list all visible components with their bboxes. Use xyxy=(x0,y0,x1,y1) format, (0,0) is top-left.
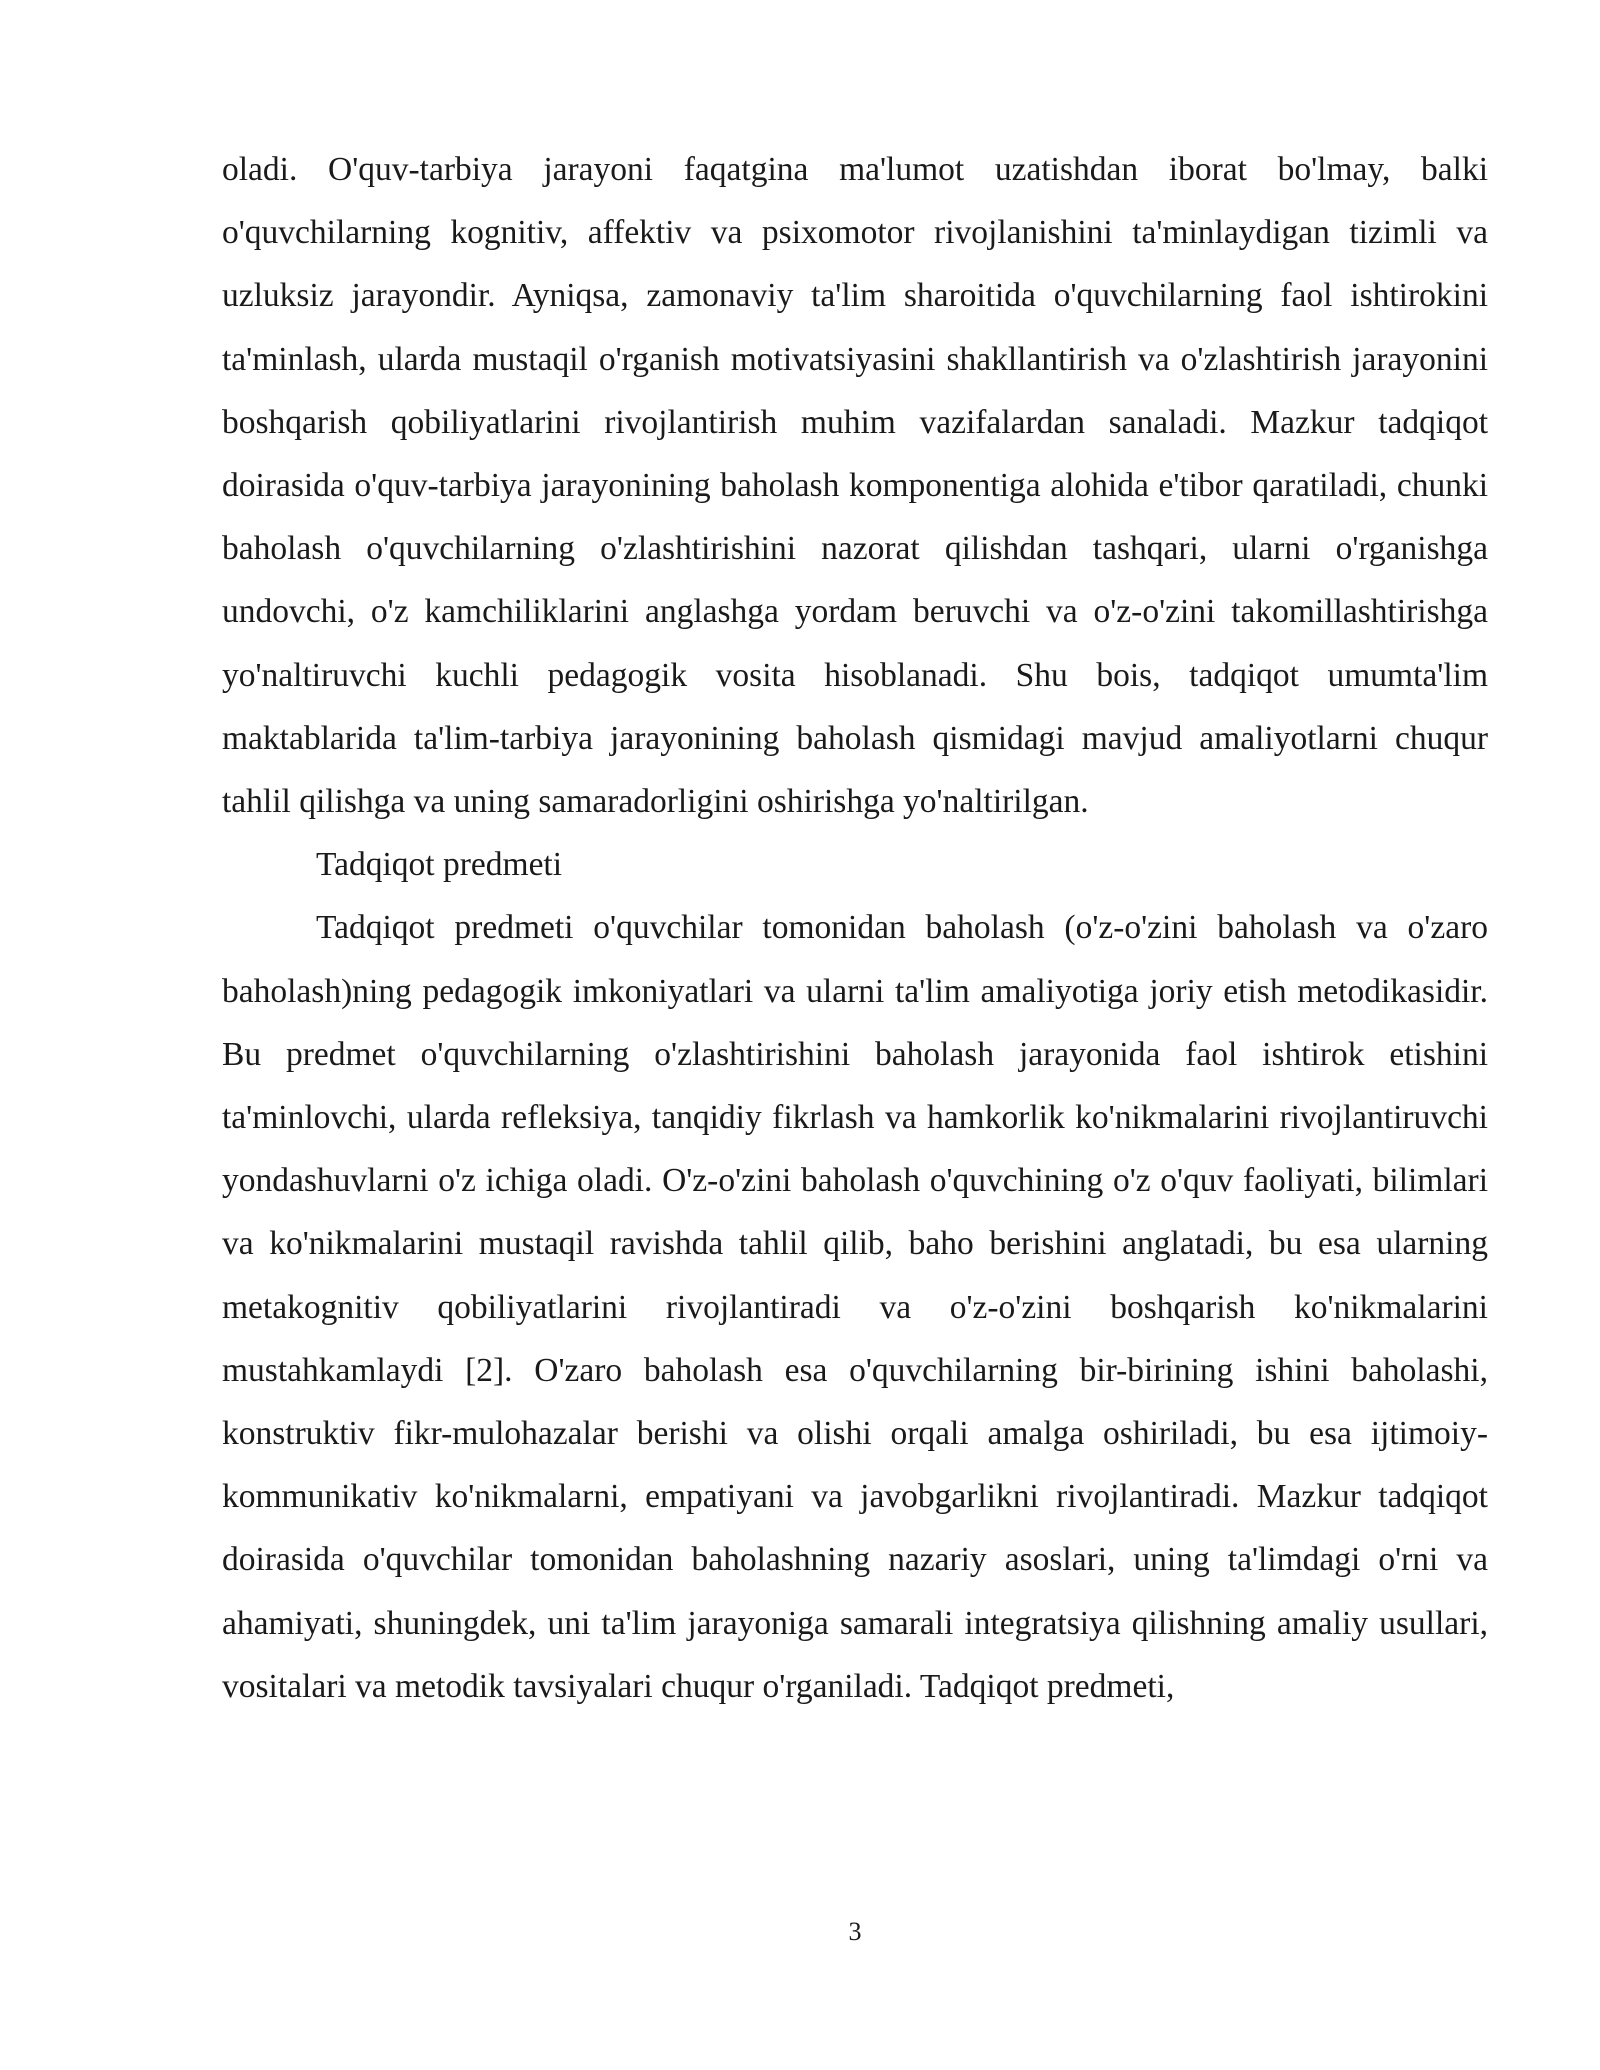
page-number: 3 xyxy=(848,1917,862,1946)
paragraph-intro-continued: oladi. O'quv-tarbiya jarayoni faqatgina ma'lumot uzatishdan iborat bo'lmay, balki o'quvchilarning kognitiv, affektiv va psixomotor rivojlanishini ta'minlaydigan tizimli va uzluksiz jarayondir. Ayniqsa, zamonaviy ta'lim sharoitida o'quvchilarning faol ishtirokini ta'minlash, ularda mustaqil o'rganish motivatsiyasini shakllantirish va o'zlashtirish jarayonini boshqarish qobiliyatlarini rivojlantirish muhim vazifalardan sanaladi. Mazkur tadqiqot doirasida o'quv-tarbiya jarayonining baholash komponentiga alohida e'tibor qaratiladi, chunki baholash o'quvchilarning o'zlashtirishini nazorat qilishdan tashqari, ularni o'rganishga undovchi, o'z kamchiliklarini anglashga yordam beruvchi va o'z-o'zini takomillashtirishga yo'naltiruvchi kuchli pedagogik vosita hisoblanadi. Shu bois, tadqiqot umumta'lim maktablarida ta'lim-tarbiya jarayonining baholash qismidagi mavjud amaliyotlarni chuqur tahlil qilishga va uning samaradorligini oshirishga yo'naltirilgan. xyxy=(222,151,1488,821)
section-heading: Tadqiqot predmeti xyxy=(316,846,563,884)
paragraph-research-subject: Tadqiqot predmeti o'quvchilar tomonidan baholash (o'z-o'zini baholash va o'zaro baholash)ning pedagogik imkoniyatlari va ularni ta'lim amaliyotiga joriy etish metodikasidir. Bu predmet o'quvchilarning o'zlashtirishini baholash jarayonida faol ishtirok etishini ta'minlovchi, ularda refleksiya, tanqidiy fikrlash va hamkorlik ko'nikmalarini rivojlantiruvchi yondashuvlarni o'z ichiga oladi. O'z-o'zini baholash o'quvchining o'z o'quv faoliyati, bilimlari va ko'nikmalarini mustaqil ravishda tahlil qilib, baho berishini anglatadi, bu esa ularning metakognitiv qobiliyatlarini rivojlantiradi va o'z-o'zini boshqarish ko'nikmalarini mustahkamlaydi [2]. O'zaro baholash esa o'quvchilarning bir-birining ishini baholashi, konstruktiv fikr-mulohazalar berishi va olishi orqali amalga oshiriladi, bu esa ijtimoiy-kommunikativ ko'nikmalarni, empatiyani va javobgarlikni rivojlantiradi. Mazkur tadqiqot doirasida o'quvchilar tomonidan baholashning nazariy asoslari, uning ta'limdagi o'rni va ahamiyati, shuningdek, uni ta'lim jarayoniga samarali integratsiya qilishning amaliy usullari, vositalari va metodik tavsiyalari chuqur o'rganiladi. Tadqiqot predmeti, xyxy=(222,909,1488,1705)
page-body xyxy=(222,138,1488,1718)
